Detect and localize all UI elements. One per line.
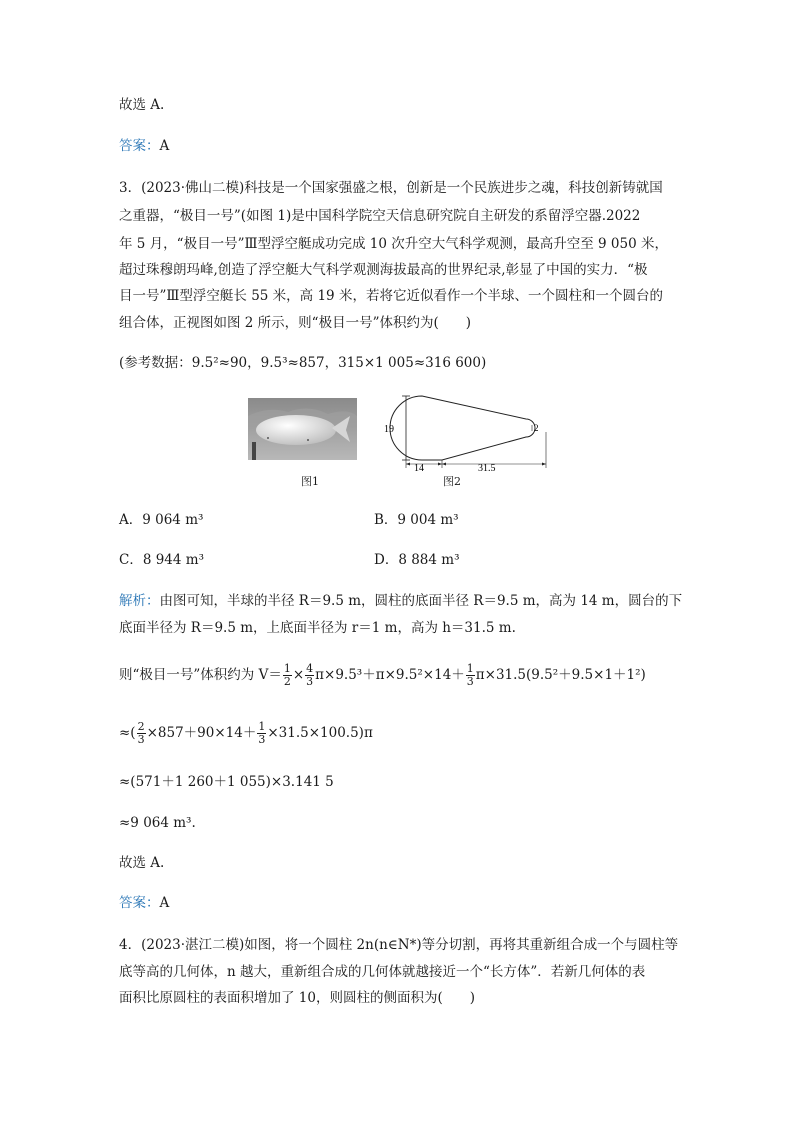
height-label: 19 bbox=[384, 424, 394, 435]
q4-stem-line: 4．(2023·湛江二模)如图，将一个圆柱 2n(n∈N*)等分切割，再将其重新组合成一个与圆柱等 bbox=[119, 937, 679, 953]
option-a: A．9 064 m³ bbox=[119, 512, 204, 528]
tip-label: 2 bbox=[534, 423, 539, 433]
fraction-one-third: $\frac{1}{3}$ bbox=[258, 720, 266, 746]
step1-end: ×31.5×100.5)π bbox=[267, 725, 373, 741]
analysis-label: 解析： bbox=[119, 593, 160, 609]
q2-conclusion: 故选 A. bbox=[119, 97, 165, 113]
figure-1-caption: 图1 bbox=[301, 475, 319, 488]
q2-answer bbox=[119, 136, 169, 156]
q4-stem-line: 底等高的几何体，n 越大，重新组合成的几何体就越接近一个“长方体”．若新几何体的表 bbox=[119, 964, 646, 980]
q3-stem-line: 年 5 月，“极目一号”Ⅲ型浮空艇成功完成 10 次升空大气科学观测，最高升空至 9 050 米， bbox=[119, 236, 668, 252]
computation-step-3: ≈9 064 m³. bbox=[119, 815, 196, 831]
computation-step-2: ≈(571＋1 260＋1 055)×3.141 5 bbox=[119, 774, 334, 790]
step1-open: ≈( bbox=[119, 725, 136, 741]
computation-step-1 bbox=[119, 718, 373, 748]
volume-prefix: 则“极目一号”体积约为 V＝ bbox=[119, 667, 282, 683]
q3-stem-line: 超过珠穆朗玛峰,创造了浮空艇大气科学观测海拔最高的世界纪录,彰显了中国的实力．“极 bbox=[119, 262, 648, 278]
right-length-label: 31.5 bbox=[478, 463, 496, 472]
q3-stem-line: 目一号”Ⅲ型浮空艇长 55 米，高 19 米，若将它近似看作一个半球、一个圆柱和一个圆台的 bbox=[119, 288, 663, 304]
analysis-line-1 bbox=[119, 591, 682, 611]
answer-label: 答案： bbox=[119, 895, 160, 911]
figure-2-front-view bbox=[376, 392, 554, 472]
answer-value: A bbox=[159, 138, 170, 154]
fraction-one-third: $\frac{1}{3}$ bbox=[466, 662, 474, 688]
q3-conclusion: 故选 A. bbox=[119, 855, 165, 871]
fraction-two-thirds: $\frac{2}{3}$ bbox=[137, 720, 145, 746]
step1-middle: ×857＋90×14＋ bbox=[146, 725, 257, 741]
q3-stem-line: 3．(2023·佛山二模)科技是一个国家强盛之根，创新是一个民族进步之魂，科技创新铸就国 bbox=[119, 180, 663, 196]
fraction-four-thirds: $\frac{4}{3}$ bbox=[306, 662, 314, 688]
answer-value: A bbox=[159, 895, 170, 911]
left-length-label: 14 bbox=[414, 463, 424, 472]
q3-stem-line: 之重器，“极目一号”(如图 1)是中国科学院空天信息研究院自主研发的系留浮空器.2022 bbox=[119, 208, 641, 224]
q4-stem-line: 面积比原圆柱的表面积增加了 10，则圆柱的侧面积为( ) bbox=[119, 990, 476, 1006]
figure-2-caption: 图2 bbox=[443, 475, 461, 488]
volume-terms: π×9.5³＋π×9.5²×14＋ bbox=[315, 667, 465, 683]
frustum-term: π×31.5(9.5²＋9.5×1＋1²) bbox=[475, 667, 646, 683]
option-d: D．8 884 m³ bbox=[374, 552, 460, 568]
option-c: C．8 944 m³ bbox=[119, 552, 204, 568]
q3-stem-line: 组合体，正视图如图 2 所示，则“极目一号”体积约为( ) bbox=[119, 315, 472, 331]
option-b: B．9 004 m³ bbox=[374, 512, 459, 528]
analysis-line-2: 底面半径为 R＝9.5 m，上底面半径为 r＝1 m，高为 h＝31.5 m. bbox=[119, 620, 516, 636]
q3-answer bbox=[119, 893, 169, 913]
q3-reference-data: (参考数据：9.5²≈90，9.5³≈857，315×1 005≈316 600) bbox=[119, 355, 487, 371]
fraction-one-half: $\frac{1}{2}$ bbox=[283, 662, 291, 688]
times-sign: × bbox=[292, 667, 305, 683]
analysis-text: 由图可知，半球的半径 R＝9.5 m，圆柱的底面半径 R＝9.5 m，高为 14 m，圆台的下 bbox=[159, 593, 683, 609]
answer-label: 答案： bbox=[119, 138, 160, 154]
volume-formula bbox=[119, 660, 646, 690]
figure-1-airship-photo bbox=[248, 398, 357, 460]
